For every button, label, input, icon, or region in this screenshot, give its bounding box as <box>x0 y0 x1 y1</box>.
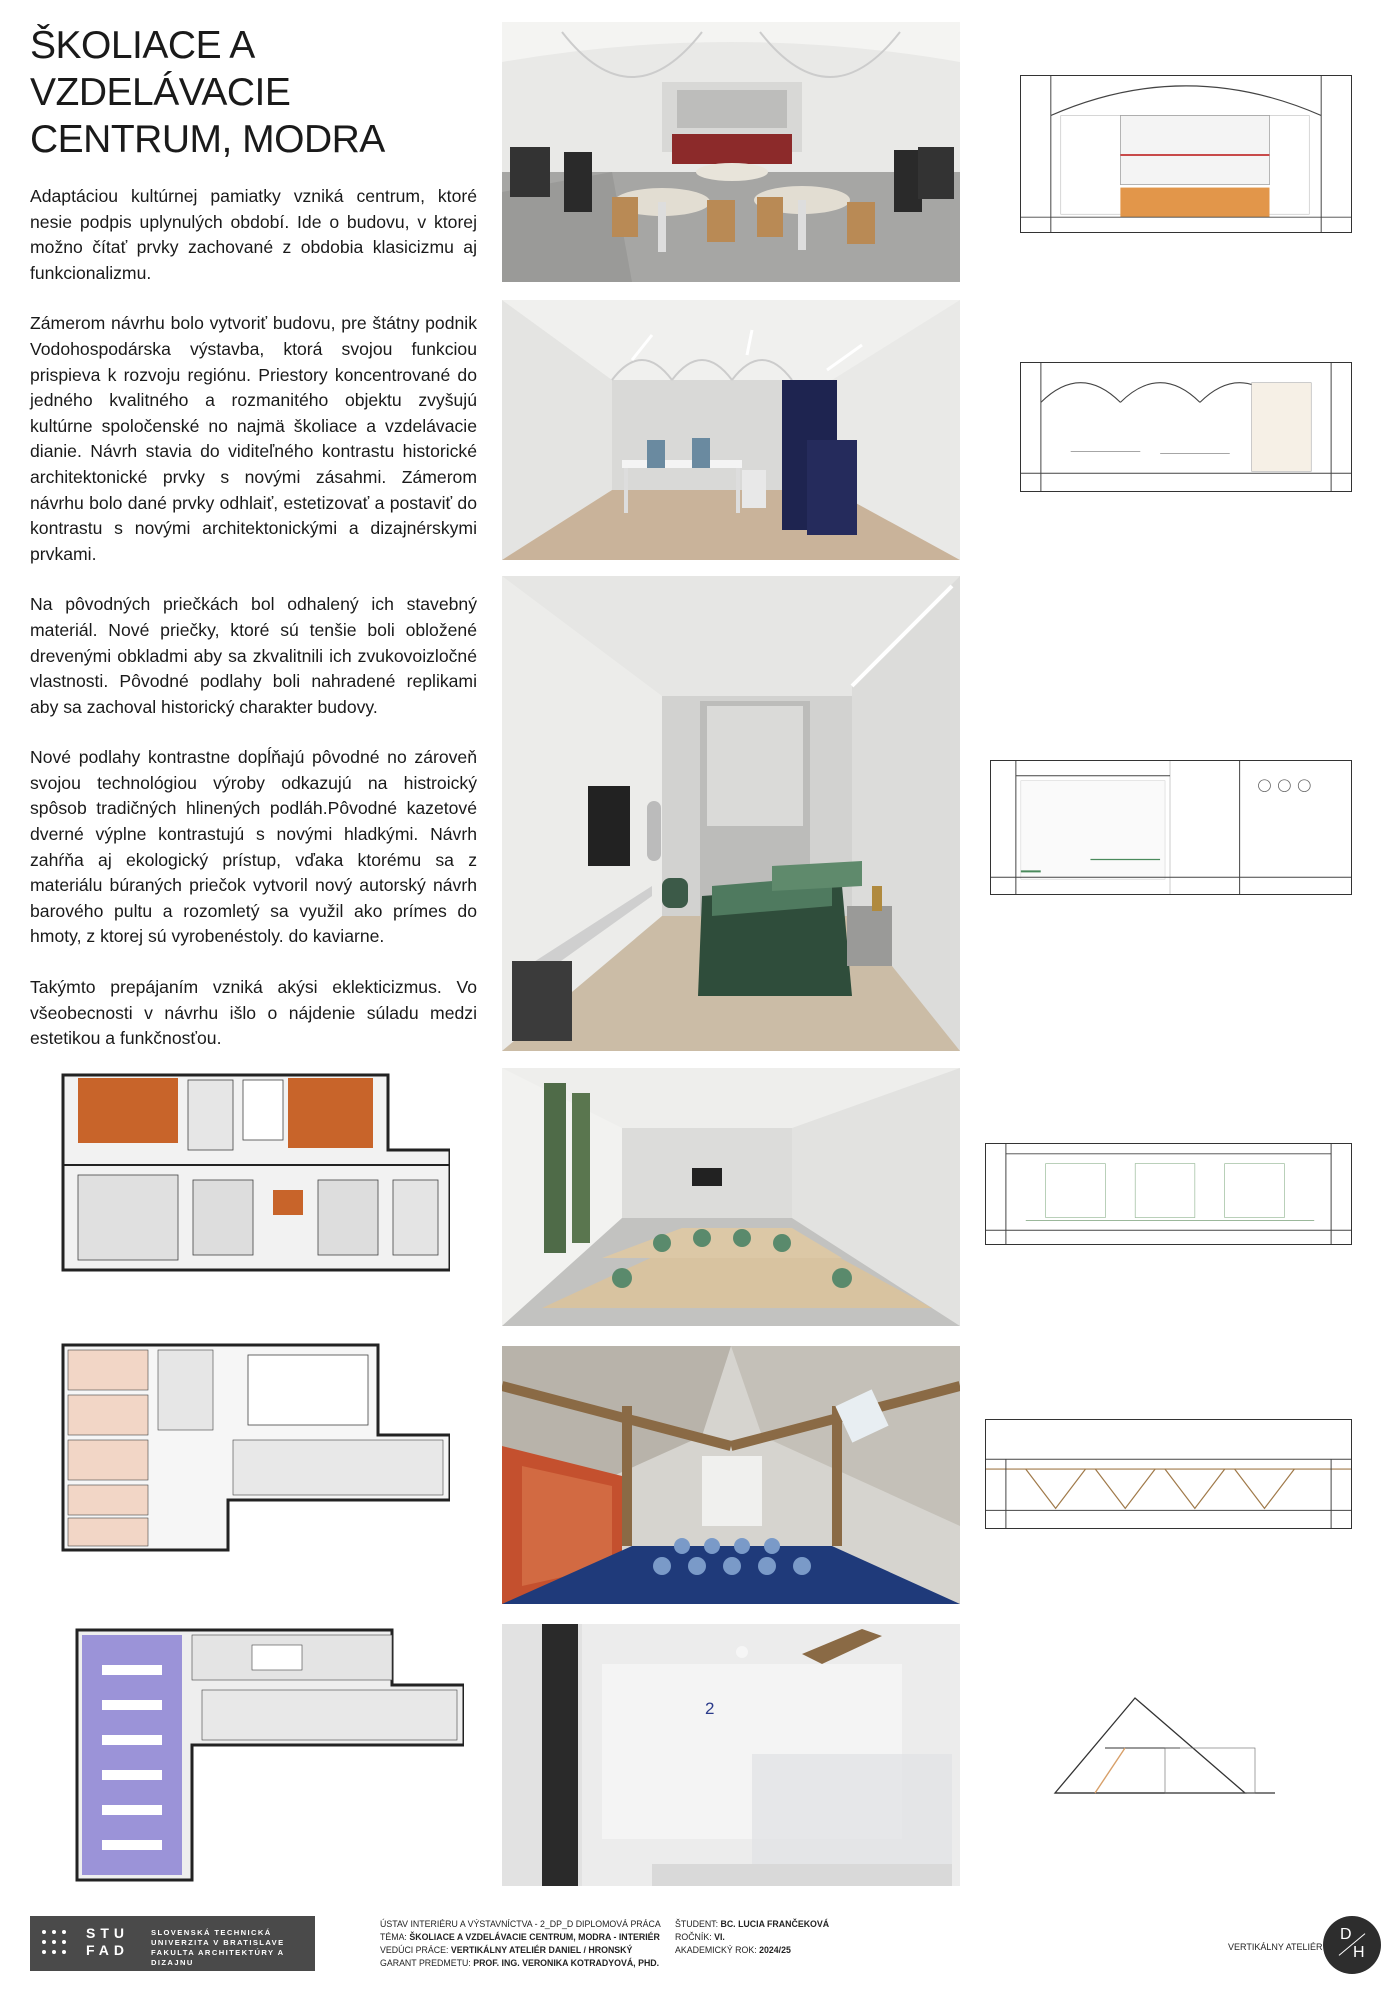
section-drawing-attic <box>985 1419 1352 1529</box>
logo-dots-icon <box>42 1930 78 1958</box>
section-drawing-hotel <box>990 760 1352 895</box>
footer <box>30 1916 1380 1976</box>
atelier-name: VERTIKÁLNY ATELIÉR <box>1228 1942 1323 1952</box>
logo-stu-text: STU FAD <box>86 1925 129 1958</box>
section-drawing-roof <box>1045 1688 1280 1806</box>
theme-line: TÉMA: ŠKOLIACE A VZDELÁVACIE CENTRUM, MODRA - INTERIÉR <box>380 1932 660 1942</box>
logo-university-text: SLOVENSKÁ TECHNICKÁ UNIVERZITA V BRATISLAVE FAKULTA ARCHITEKTÚRY A DIZAJNU <box>151 1928 285 1967</box>
section-drawing-cafe <box>1020 75 1352 233</box>
supervisor-line: VEDÚCI PRÁCE: VERTIKÁLNY ATELIÉR DANIEL / HRONSKÝ <box>380 1945 633 1955</box>
paragraph-floors: Nové podlahy kontrastne dopĺňajú pôvodné no zároveň svojou technológiou výroby odkazujú na histroický spôsob tradičných hlinených podláh.Pôvodné kazetové dverné výplne kontrastujú s novými hladkými. Návrh zahŕňa aj ekologický prístup, vďaka ktorému sa z materiálu búraných priečok vytvoril nový autorský návrh barového pultu a rozomletý sa využil ako prímes do hmoty, z ktorej sú vyrobenéstoly. do kaviarne. <box>30 747 477 947</box>
paragraph-intro: Adaptáciou kultúrnej pamiatky vzniká centrum, ktoré nesie podpis uplynulých období. Ide o budovu, v ktorej možno čítať prvky zachované z obdobia klasicizmu aj funkcionalizmu. <box>30 186 477 283</box>
floor-plan-attic <box>72 1625 464 1885</box>
floor-plan-first <box>58 1340 450 1555</box>
year-line: ROČNÍK: VI. <box>675 1932 725 1942</box>
floor-plan-ground <box>58 1070 450 1275</box>
academic-year-line: AKADEMICKÝ ROK: 2024/25 <box>675 1945 791 1955</box>
section-drawing-seminar <box>985 1143 1352 1245</box>
paragraph-conclusion: Takýmto prepájaním vzniká akýsi eklekticizmus. Vo všeobecnosti v návrhu išlo o nájdenie súladu medzi estetikou a funkčnosťou. <box>30 977 477 1049</box>
paragraph-intent: Zámerom návrhu bolo vytvoriť budovu, pre štátny podnik Vodohospodárska výstavba, ktorá svojou funkciou prispieva k rozvoju regiónu. Priestory koncentrované do jedného kvalitného a rozmanitého objektu zvyšujú kultúrne spoločenské no najmä školiace a vzdelávacie dianie. Návrh stavia do viditeľného kontrastu historické architektonické prvky s novými zásahmi. Zámerom návrhu bolo dané prvky odhlaiť, estetizovať a postaviť do kontrastu s novými architektonickými a dizajnérskymi prvkami. <box>30 313 477 564</box>
description-column <box>30 184 477 1077</box>
render-seminar-room <box>502 1068 960 1326</box>
student-info <box>675 1918 829 1957</box>
dh-logo: D H <box>1323 1916 1381 1974</box>
page-title: ŠKOLIACE A VZDELÁVACIE CENTRUM, MODRA <box>30 24 385 161</box>
student-line: ŠTUDENT: BC. LUCIA FRANČEKOVÁ <box>675 1919 830 1929</box>
guarantor-line: GARANT PREDMETU: PROF. ING. VERONIKA KOTRADYOVÁ, PHD. <box>380 1958 660 1968</box>
render-hotel-room <box>502 576 960 1051</box>
render-office <box>502 300 960 560</box>
paragraph-partitions: Na pôvodných priečkách bol odhalený ich stavebný materiál. Nové priečky, ktoré sú tenšie boli obložené drevenými obkladmi aby sa zkvalitnili ich zvukovoizločné vlastnosti. Pôvodné podlahy boli nahradené replikami aby sa zachoval historický charakter budovy. <box>30 594 477 717</box>
render-cafe <box>502 22 960 282</box>
stu-fad-logo <box>30 1916 315 1971</box>
section-drawing-office <box>1020 362 1352 492</box>
render-stair-hall <box>502 1624 960 1886</box>
render-attic-lecture <box>502 1346 960 1604</box>
stair-floor-number: 2 <box>705 1699 715 1718</box>
institute-line: ÚSTAV INTERIÉRU A VÝSTAVNÍCTVA - 2_DP_D DIPLOMOVÁ PRÁCA <box>380 1919 661 1929</box>
thesis-info <box>380 1918 661 1970</box>
